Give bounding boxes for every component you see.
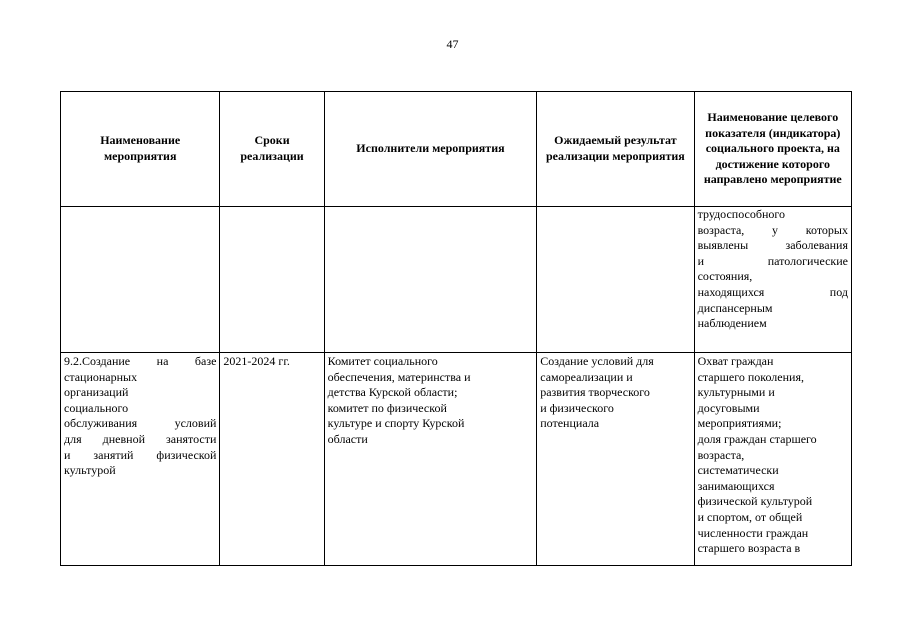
header-indicator: Наименование целевого показателя (индикатора) социального проекта, на достижение которого направлено мероприятие	[694, 92, 851, 207]
text-line: самореализации и	[540, 369, 633, 384]
text-line: социального	[64, 400, 129, 415]
cell-activity-name	[61, 353, 220, 566]
text-line: мероприятиями;	[697, 416, 782, 431]
cell-empty	[220, 207, 324, 353]
text-line: стационарных	[64, 369, 138, 384]
text-line: находящихся под	[697, 284, 848, 299]
text-line: трудоспособного	[697, 207, 785, 221]
header-expected-result: Ожидаемый результат реализации мероприятия	[537, 92, 694, 207]
text-line: возраста, у которых	[697, 222, 848, 237]
text-line: старшего поколения,	[697, 369, 804, 384]
text-line: занимающихся	[697, 478, 775, 493]
text-line: обслуживания условий	[64, 416, 217, 431]
table-row-continuation	[61, 207, 852, 353]
activities-table	[60, 91, 852, 566]
text-line: старшего возраста в	[697, 541, 801, 556]
cell-empty	[537, 207, 694, 353]
cell-term	[220, 353, 324, 566]
cell-executors	[324, 353, 537, 566]
text-line: состояния,	[697, 269, 753, 284]
text-line: области	[327, 431, 368, 446]
text-line: и физического	[540, 400, 614, 415]
cell-empty	[324, 207, 537, 353]
text-line: численности граждан	[697, 525, 809, 540]
page-number: 47	[446, 37, 459, 51]
text-line: возраста,	[697, 447, 745, 462]
cell-indicator	[694, 353, 851, 566]
text-line: наблюдением	[697, 316, 767, 331]
text-line: физической культурой	[697, 494, 813, 509]
text-line: Комитет социального	[327, 354, 438, 368]
text-line: для дневной занятости	[64, 431, 217, 446]
header-terms: Сроки реализации	[220, 92, 324, 207]
text-line: Охват граждан	[697, 354, 774, 368]
text-line: и занятий физической	[64, 447, 217, 462]
text-line: диспансерным	[697, 300, 773, 315]
text-line: комитет по физической	[327, 400, 447, 415]
cell-expected-result	[537, 353, 694, 566]
text-line: досуговыми	[697, 400, 760, 415]
text-line: культуре и спорту Курской	[327, 416, 465, 431]
text-line: потенциала	[540, 416, 600, 431]
text-line: доля граждан старшего	[697, 431, 817, 446]
text-line: культурой	[64, 463, 116, 478]
text-line: Создание условий для	[540, 354, 654, 368]
cell-indicator-continuation	[694, 207, 851, 353]
cell-empty	[61, 207, 220, 353]
text-line: детства Курской области;	[327, 385, 458, 400]
table-row-9-2	[61, 353, 852, 566]
text-line: 9.2.Создание на базе	[64, 354, 217, 368]
text-line: выявлены заболевания	[697, 238, 848, 253]
text-line: обеспечения, материнства и	[327, 369, 471, 384]
header-executors: Исполнители мероприятия	[324, 92, 537, 207]
text-line: культурными и	[697, 385, 775, 400]
table-header-row	[61, 92, 852, 207]
header-activity-name: Наименование мероприятия	[61, 92, 220, 207]
text-line: и спортом, от общей	[697, 509, 803, 524]
text-line: 2021-2024 гг.	[223, 354, 290, 368]
text-line: развития творческого	[540, 385, 650, 400]
text-line: систематически	[697, 463, 779, 478]
text-line: организаций	[64, 385, 129, 400]
text-line: и патологические	[697, 253, 848, 268]
